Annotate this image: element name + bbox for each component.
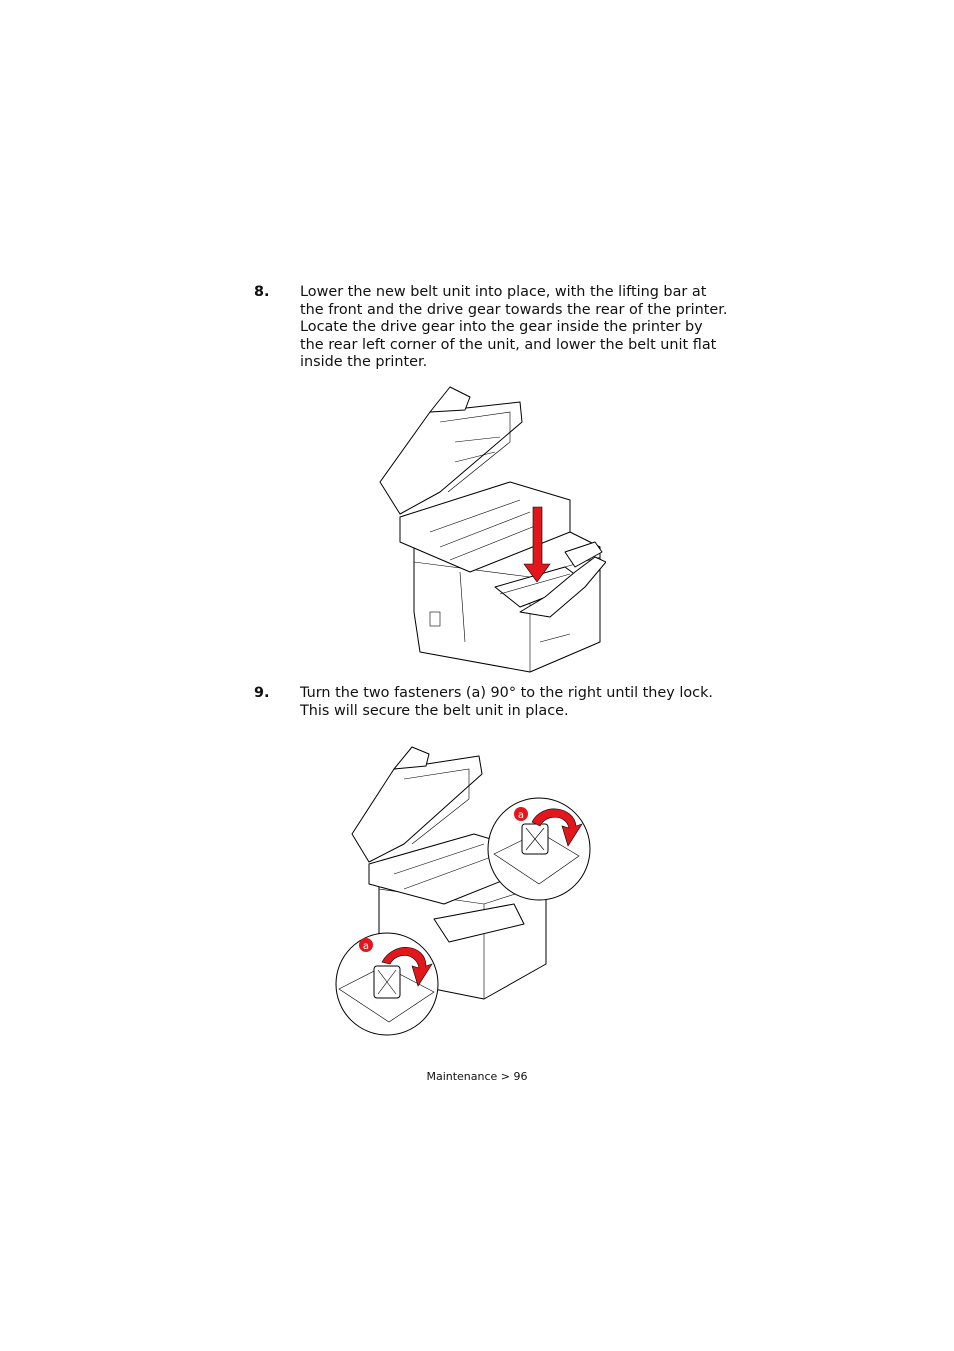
step-number: 9.	[254, 685, 270, 701]
step-text: Turn the two fasteners (a) 90° to the right until they lock. This will secure the belt unit in place.	[300, 685, 713, 719]
callout-label-upper: a	[517, 810, 525, 821]
step-number: 8.	[254, 284, 270, 300]
belt-unit-lowering-illustration	[370, 382, 606, 678]
page-footer: Maintenance > 96	[426, 1070, 528, 1083]
fastener-turning-illustration	[334, 744, 594, 1040]
step-text: Lower the new belt unit into place, with the lifting bar at the front and the drive gear towards the rear of the printer. Locate the drive gear into the gear inside the printer by the rear left corner of the unit, and lower the belt unit flat inside the printer.	[300, 284, 728, 371]
callout-label-lower: a	[362, 941, 370, 952]
